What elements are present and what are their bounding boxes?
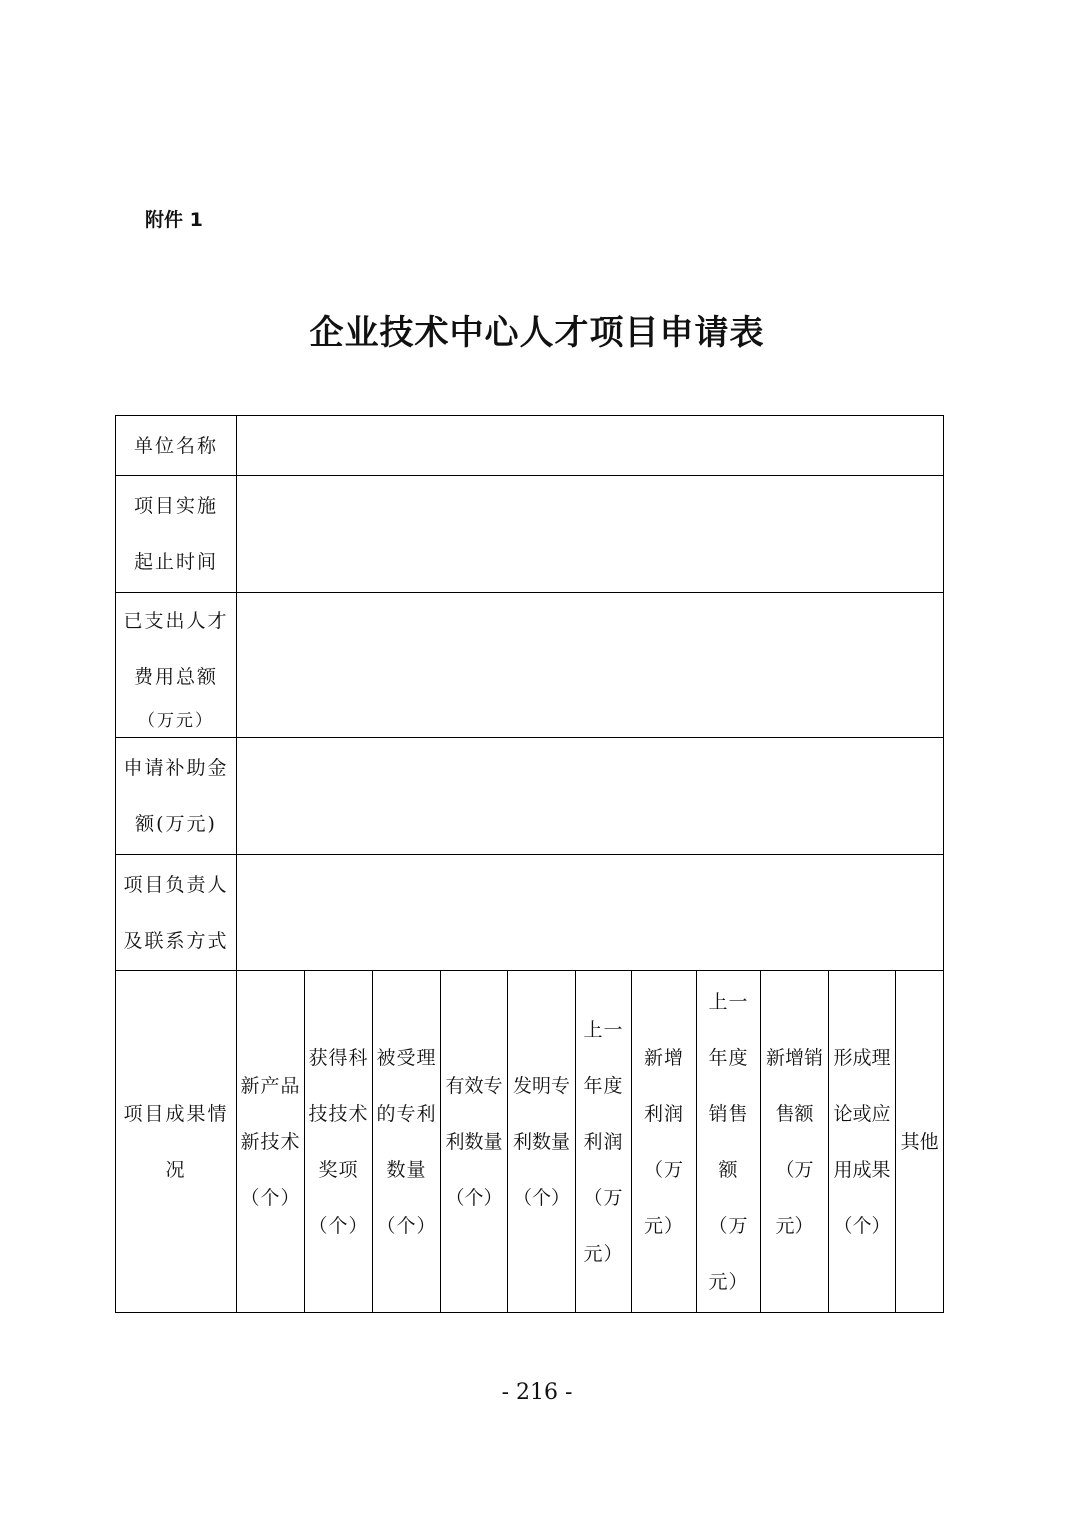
results-col-other: 其他 [896, 971, 944, 1313]
results-col-new-products: 新产品 新技术 （个） [237, 971, 305, 1313]
results-col-invention-patents: 发明专 利数量 （个） [508, 971, 576, 1313]
results-label: 项目成果情 况 [116, 971, 237, 1313]
results-col-last-year-profit: 上一 年度 利润 （万 元） [576, 971, 632, 1313]
unit-name-label: 单位名称 [116, 416, 237, 476]
row-leader [116, 855, 944, 971]
unit-name-field[interactable] [237, 416, 944, 476]
row-spent [116, 593, 944, 738]
results-col-awards: 获得科 技技术 奖项 （个） [305, 971, 373, 1313]
row-subsidy [116, 738, 944, 855]
period-field[interactable] [237, 476, 944, 593]
page-number: - 216 - [501, 1380, 573, 1405]
row-period [116, 476, 944, 593]
subsidy-label: 申请补助金 额(万元) [116, 738, 237, 855]
results-col-new-sales: 新增销 售额 （万 元） [761, 971, 829, 1313]
results-col-valid-patents: 有效专 利数量 （个） [441, 971, 508, 1313]
row-results [116, 971, 944, 1313]
results-col-new-profit: 新增 利润 （万 元） [632, 971, 697, 1313]
period-label: 项目实施 起止时间 [116, 476, 237, 593]
leader-label: 项目负责人 及联系方式 [116, 855, 237, 971]
spent-label: 已支出人才 费用总额 （万元） [116, 593, 237, 738]
row-unit-name [116, 416, 944, 476]
results-col-accepted-patents: 被受理 的专利 数量 （个） [373, 971, 441, 1313]
spent-field[interactable] [237, 593, 944, 738]
attachment-label: 附件 1 [145, 209, 203, 231]
results-col-last-year-sales: 上一 年度 销售 额 （万 元） [697, 971, 761, 1313]
page-title: 企业技术中心人才项目申请表 [309, 313, 765, 353]
application-form-table [115, 415, 944, 1313]
leader-field[interactable] [237, 855, 944, 971]
subsidy-field[interactable] [237, 738, 944, 855]
results-col-theory-results: 形成理 论或应 用成果 （个） [829, 971, 896, 1313]
